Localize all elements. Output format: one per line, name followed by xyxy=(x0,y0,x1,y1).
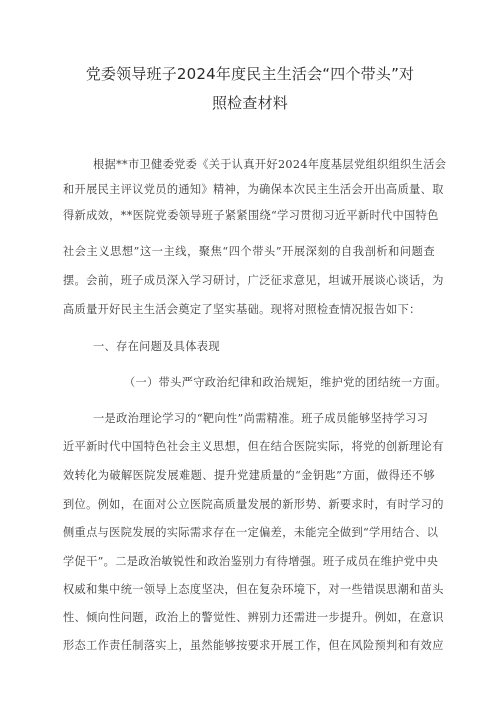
intro-line: 和开展民主评议党员的通知》精神，为确保本次民主生活会开出高质量、取 xyxy=(63,183,444,196)
body-line: 效转化为破解医院发展难题、提升党建质量的“金钥匙”方面，做得还不够 xyxy=(63,469,435,482)
body-line: 权威和集中统一领导上态度坚决，但在复杂环境下，对一些错误思潮和苗头 xyxy=(63,583,444,596)
intro-line: 根据**市卫健委党委《关于认真开好2024年度基层党组织组织生活会 xyxy=(93,158,447,171)
intro-line: 社会主义思想”这一主线，聚焦“四个带头”开展深刻的自我剖析和问题查 xyxy=(63,245,435,258)
subsection-heading: （一）带头严守政治纪律和政治规矩，维护党的团结统一方面。 xyxy=(124,376,448,389)
body-line: 一是政治理论学习的“靶向性”尚需精准。班子成员能够坚持学习习 xyxy=(93,412,429,425)
intro-line: 高质量开好民主生活会奠定了坚实基础。现将对照检查情况报告如下： xyxy=(63,303,421,316)
intro-line: 摆。会前，班子成员深入学习研讨，广泛征求意见，坦诚开展谈心谈话，为 xyxy=(63,274,444,287)
body-line: 近平新时代中国特色社会主义思想，但在结合医院实际，将党的创新理论有 xyxy=(63,440,444,453)
intro-line: 得新成效，**医院党委领导班子紧紧围绕“学习贯彻习近平新时代中国特色 xyxy=(63,209,439,222)
body-line: 学促干”。二是政治敏锐性和政治鉴别力有待增强。班子成员在维护党中央 xyxy=(63,555,439,568)
body-line: 性、倾向性问题，政治上的警觉性、辨别力还需进一步提升。例如，在意识 xyxy=(63,611,444,624)
document-title-line-1: 党委领导班子2024年度民主生活会“四个带头”对 xyxy=(85,65,415,83)
body-line: 侧重点与医院发展的实际需求存在一定偏差，未能完全做到“学用结合、以 xyxy=(63,526,439,539)
section-heading: 一、存在问题及具体表现 xyxy=(93,340,220,353)
body-line: 到位。例如，在面对公立医院高质量发展的新形势、新要求时，有时学习的 xyxy=(63,498,444,511)
body-line: 形态工作责任制落实上，虽然能够按要求开展工作，但在风险预判和有效应 xyxy=(63,639,444,652)
document-title-line-2: 照检查材料 xyxy=(211,94,288,112)
